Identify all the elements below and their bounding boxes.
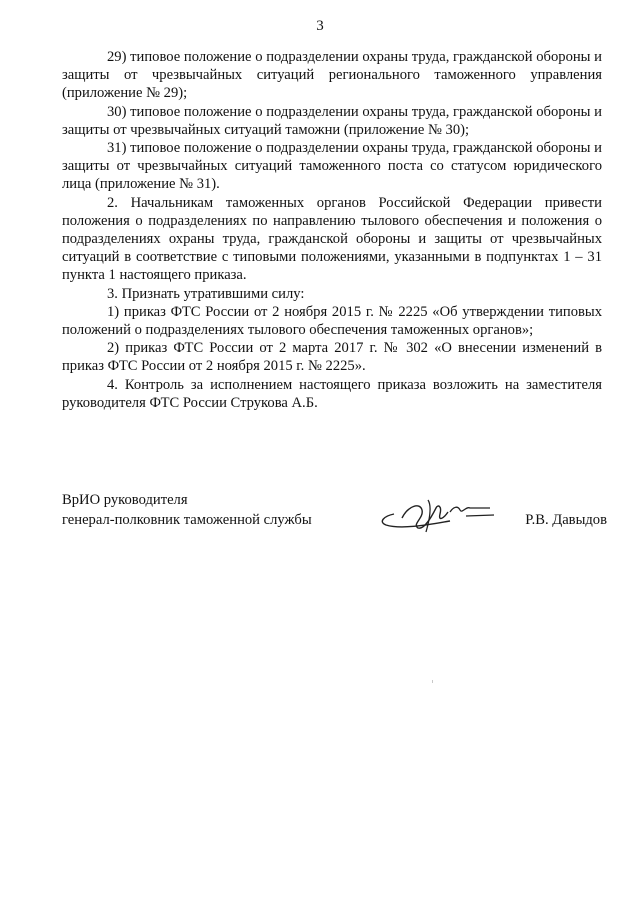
paragraph-item-29: 29) типовое положение о подразделении охраны труда, гражданской обороны и защиты от чрезвычайных ситуаций регионального таможенного управления (приложение № 29); [62, 49, 602, 102]
document-body [62, 48, 602, 412]
scan-artifact [432, 680, 433, 683]
signatory-name: Р.В. Давыдов [525, 512, 607, 528]
signatory-title: ВрИО руководителя [62, 492, 188, 508]
signature-block [62, 490, 607, 550]
handwritten-signature-image [372, 494, 502, 534]
paragraph-repeal-1: 1) приказ ФТС России от 2 ноября 2015 г. № 2225 «Об утверждении типовых положений о подразделениях тылового обеспечения таможенных органов»; [62, 303, 602, 339]
signatory-rank: генерал-полковник таможенной службы [62, 512, 312, 528]
paragraph-repeal-2: 2) приказ ФТС России от 2 марта 2017 г. № 302 «О внесении изменений в приказ ФТС России от 2 ноября 2015 г. № 2225». [62, 340, 602, 375]
paragraph-item-30: 30) типовое положение о подразделении охраны труда, гражданской обороны и защиты от чрезвычайных ситуаций таможни (приложение № 30); [62, 103, 602, 138]
paragraph-clause-3: 3. Признать утратившими силу: [107, 285, 305, 302]
paragraph-item-31: 31) типовое положение о подразделении охраны труда, гражданской обороны и защиты от чрезвычайных ситуаций таможенного поста со статусом юридического лица (приложение № 31). [62, 140, 602, 193]
paragraph-clause-4: 4. Контроль за исполнением настоящего приказа возложить на заместителя руководителя ФТС России Струкова А.Б. [62, 376, 602, 411]
paragraph-clause-2: 2. Начальникам таможенных органов Российской Федерации привести положения о подразделениях по направлению тылового обеспечения и положения о подразделениях охраны труда, гражданской обороны и защиты от чрезвычайных ситуаций в соответствие с типовыми положениями, указанными в подпунктах 1 – 31 пункта 1 настоящего приказа. [62, 194, 602, 284]
signatory-position [62, 490, 312, 530]
page-number: 3 [316, 18, 324, 34]
